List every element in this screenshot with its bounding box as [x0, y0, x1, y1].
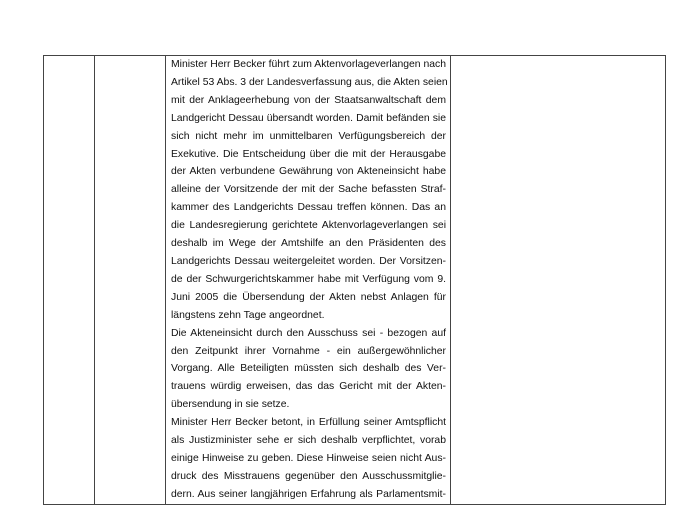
text-line: die Landesregierung gerichtete Aktenvorlageverlangen sei: [171, 220, 446, 232]
paragraph-aktenvorlage: [171, 56, 446, 325]
text-line: trauens würdig erweisen, das das Gericht mit der Akten-: [171, 381, 446, 393]
text-line: der Akten verbundene Gewährung von Akteneinsicht habe: [171, 166, 446, 178]
text-line: kammer des Landgerichts Dessau treffen können. Das an: [171, 202, 446, 214]
text-line: Juni 2005 die Übersendung der Akten nebst Anlagen für: [171, 291, 446, 303]
text-line: Minister Herr Becker betont, in Erfüllung seiner Amtspflicht: [171, 417, 446, 429]
table-row: [44, 56, 666, 505]
text-line: Exekutive. Die Entscheidung über die mit der Herausgabe: [171, 148, 446, 160]
text-line: den Zeitpunkt ihrer Vornahme - ein außergewöhnlicher: [171, 345, 446, 357]
column-2-cell: [95, 56, 166, 505]
text-line: übersendung in sie setze.: [171, 399, 290, 411]
text-line: als Justizminister sehe er sich deshalb verpflichtet, vorab: [171, 435, 446, 447]
main-text-cell: [166, 56, 451, 505]
text-line: mit der Anklageerhebung von der Staatsanwaltschaft dem: [171, 94, 446, 106]
text-line: sich nicht mehr im unmittelbaren Verfügungsbereich der: [171, 130, 446, 142]
text-line: dern. Aus seiner langjährigen Erfahrung als Parlamentsmit-: [171, 488, 446, 500]
protocol-table: [43, 55, 666, 505]
text-line: de der Schwurgerichtskammer habe mit Verfügung vom 9.: [171, 273, 446, 285]
text-line: einige Hinweise zu geben. Diese Hinweise seien nicht Aus-: [171, 452, 446, 464]
text-line: alleine der Vorsitzende der mit der Sache befassten Straf-: [171, 184, 446, 196]
text-line: längstens zehn Tage angeordnet.: [171, 309, 325, 321]
column-1-cell: [44, 56, 95, 505]
text-line: Vorgang. Alle Beteiligten müssten sich deshalb des Ver-: [171, 363, 446, 375]
column-4-cell: [451, 56, 666, 505]
text-line: Minister Herr Becker führt zum Aktenvorlageverlangen nach: [171, 59, 446, 70]
paragraph-hinweise: [171, 414, 446, 504]
text-line: Die Akteneinsicht durch den Ausschuss sei - bezogen auf: [171, 327, 446, 339]
text-line: druck des Misstrauens gegenüber den Ausschussmitglie-: [171, 470, 446, 482]
paragraph-akteneinsicht: [171, 325, 446, 415]
text-line: Landgericht Dessau übersandt worden. Damit befänden sie: [171, 112, 446, 124]
text-line: deshalb im Wege der Amtshilfe an den Präsidenten des: [171, 238, 446, 250]
text-line: Artikel 53 Abs. 3 der Landesverfassung aus, die Akten seien: [171, 76, 448, 88]
text-line: Landgerichts Dessau weitergeleitet worden. Der Vorsitzen-: [171, 255, 446, 267]
